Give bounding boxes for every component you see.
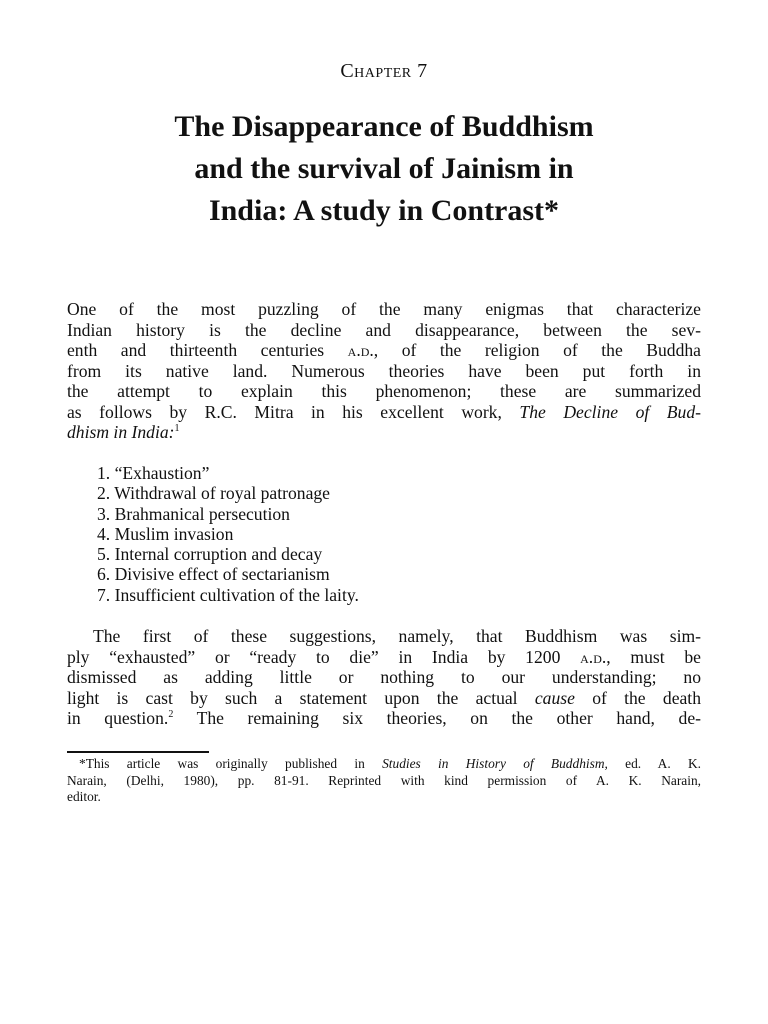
chapter-title [60,106,708,232]
footnote-line: Narain, (Delhi, 1980), pp. 81-91. Reprinted with kind permission of A. K. Narain, [67,772,701,788]
footnote-line: *This article was originally published in Studies in History of Buddhism, ed. A. K. [79,756,701,771]
title-line-3: India: A study in Contrast* [208,194,560,227]
paragraph-second [67,626,701,729]
title-line-2: and the survival of Jainism in [194,152,574,185]
text-line: from its native land. Numerous theories have been put forth in [67,360,701,381]
footnote-ref: 1 [174,423,180,434]
text-line [67,422,701,443]
chapter-heading [0,60,768,83]
text-line: The first of these suggestions, namely, that Buddhism was sim- [93,626,701,646]
list-item: 1. “Exhaustion” [97,463,210,483]
text-line: dismissed as adding little or nothing to our understanding; no [67,667,701,687]
book-title: The Decline of Bud- [519,401,701,422]
footnote [67,756,701,806]
text-line: light is cast by such a statement upon the actual cause of the death [67,687,701,708]
text-line: as follows by R.C. Mitra in his excellent work, The Decline of Bud- [67,401,701,422]
list-item: 5. Internal corruption and decay [97,544,323,565]
paragraph-intro [67,299,701,443]
chapter-label: Chapter [340,60,412,82]
book-title-cont: dhism in India: [67,422,175,442]
title-line-1: The Disappearance of Buddhism [174,110,594,143]
footnote-ref: 2 [168,709,174,720]
list-item: 3. Brahmanical persecution [97,503,290,524]
text-line: ply “exhausted” or “ready to die” in India by 1200 a.d., must be [67,646,701,667]
text-line: in question.$^2$ The remaining six theories, on the other hand, de- [67,708,701,728]
emphasis: cause [534,687,575,708]
theories-list [97,463,597,605]
chapter-number: 7 [417,60,428,82]
text-line: the attempt to explain this phenomenon; these are summarized [67,381,701,401]
era-abbreviation: a.d. [580,646,607,667]
list-item: 4. Muslim invasion [97,523,234,544]
footnote-divider [67,751,209,753]
list-item: 7. Insufficient cultivation of the laity. [97,584,359,605]
text-line: Indian history is the decline and disappearance, between the sev- [67,319,701,340]
source-title: Studies in History of Buddhism, [382,756,608,771]
footnote-line: editor. [67,789,101,804]
list-item: 6. Divisive effect of sectarianism [97,564,330,585]
era-abbreviation: a.d. [347,340,374,360]
text-line: enth and thirteenth centuries a.d., of the religion of the Buddha [67,340,701,360]
text-line: One of the most puzzling of the many enigmas that characterize [67,299,701,319]
list-item: 2. Withdrawal of royal patronage [97,483,330,504]
